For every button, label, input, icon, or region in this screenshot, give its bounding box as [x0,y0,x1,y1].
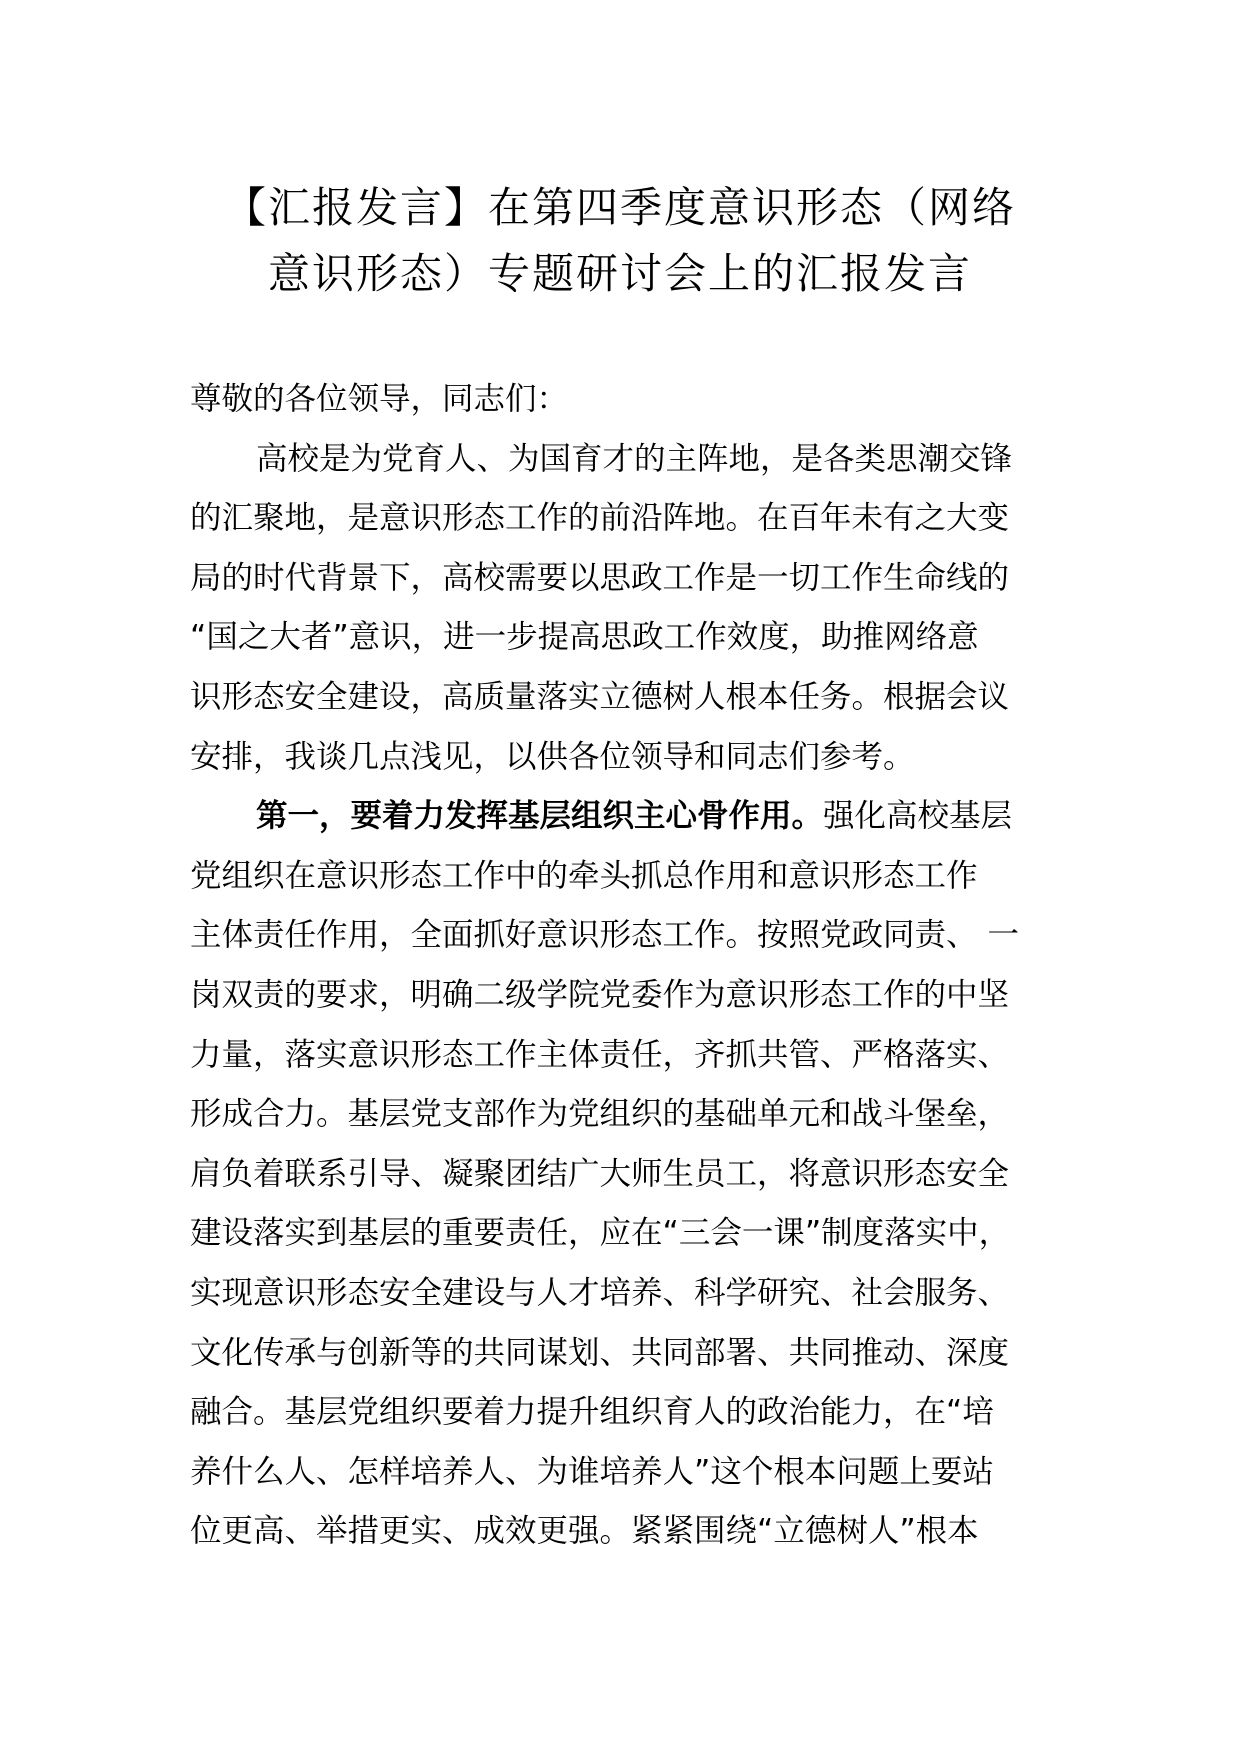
paragraph-line: 养什么人、怎样培养人、为谁培养人”这个根本问题上要站 [190,1453,994,1490]
paragraph-line: 实现意识形态安全建设与人才培养、科学研究、社会服务、 [190,1274,1010,1311]
title-line: 【汇报发言】在第四季度意识形态（网络 [223,183,1016,232]
paragraph-line: 力量，落实意识形态工作主体责任，齐抓共管、严格落实、 [190,1036,1010,1073]
paragraph-line: 的汇聚地，是意识形态工作的前沿阵地。在百年未有之大变 [190,500,1010,537]
paragraph-line: 建设落实到基层的重要责任，应在“三会一课”制度落实中， [190,1215,1011,1252]
document-title [150,175,1090,307]
paragraph-line: 党组织在意识形态工作中的牵头抓总作用和意识形态工作 [190,857,978,894]
paragraph-line: 肩负着联系引导、凝聚团结广大师生员工，将意识形态安全 [190,1155,1010,1192]
paragraph-first-line [190,787,1050,847]
paragraph-line: 形成合力。基层党支部作为党组织的基础单元和战斗堡垒， [190,1096,1010,1133]
paragraph-line: 文化传承与创新等的共同谋划、共同部署、共同推动、深度 [190,1334,1010,1371]
paragraph-line: 融合。基层党组织要着力提升组织育人的政治能力，在“培 [190,1394,994,1431]
section-heading: 第一，要着力发挥基层组织主心骨作用。 [256,798,824,835]
salutation: 尊敬的各位领导，同志们： [190,381,569,417]
paragraph-line: 岗双责的要求，明确二级学院党委作为意识形态工作的中坚 [190,976,1010,1013]
paragraph-line: 识形态安全建设，高质量落实立德树人根本任务。根据会议 [190,678,1010,715]
document-body [190,370,1050,1562]
paragraph-text: 强化高校基层 [823,798,1013,835]
paragraph-line: 高校是为党育人、为国育才的主阵地，是各类思潮交锋 [256,440,1013,477]
paragraph-line: 主体责任作用，全面抓好意识形态工作。按照党政同责、 一 [190,917,1020,954]
paragraph-line: 位更高、举措更实、成效更强。紧紧围绕“立德树人”根本 [190,1513,979,1550]
paragraph-line: 安排，我谈几点浅见，以供各位领导和同志们参考。 [190,738,915,775]
paragraph-line: 局的时代背景下，高校需要以思政工作是一切工作生命线的 [190,559,1010,596]
title-line: 意识形态）专题研讨会上的汇报发言 [267,249,972,298]
paragraph-line: “国之大者”意识，进一步提高思政工作效度，助推网络意 [190,619,979,656]
